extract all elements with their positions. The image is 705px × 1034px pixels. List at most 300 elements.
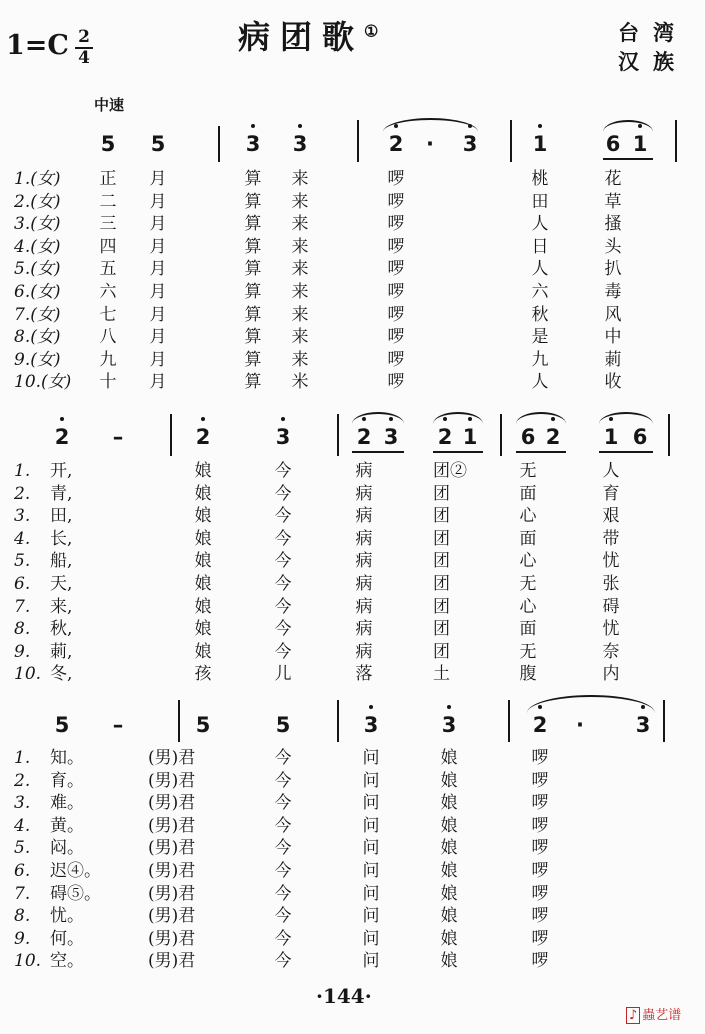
- lyric-char: 问: [362, 860, 380, 881]
- lyric-char: 娘: [194, 619, 212, 640]
- high-dot: [201, 417, 205, 421]
- lyric-char: 啰: [387, 372, 405, 393]
- note: 2: [545, 425, 561, 449]
- title-note: ①: [364, 21, 389, 41]
- barline: [337, 700, 339, 742]
- note: 3: [441, 713, 457, 737]
- lyric-char: 啰: [531, 951, 549, 972]
- lyric-char: 今: [274, 793, 292, 814]
- lyric-char: 六: [99, 281, 117, 302]
- lyric-char: 月: [149, 259, 167, 280]
- lyric-char: 病: [355, 551, 373, 572]
- lyric-char: 算: [244, 281, 262, 302]
- barline: [170, 414, 172, 456]
- note: ·: [576, 713, 584, 737]
- lyric-char: 心: [519, 551, 537, 572]
- lyric-char: 啰: [387, 236, 405, 257]
- lyric-char: 娘: [194, 528, 212, 549]
- verse-label: 7.: [14, 596, 31, 617]
- verse-label: 8.(女): [14, 327, 61, 348]
- lyric-char: 人: [602, 461, 620, 481]
- lyric-char: 碍: [602, 596, 620, 617]
- lyric-char: 娘: [440, 770, 458, 791]
- lyric-char: 今: [274, 506, 292, 527]
- lyric-char: 啰: [531, 838, 549, 859]
- lyric-column: [516, 460, 540, 686]
- lyric-char: 啰: [387, 281, 405, 302]
- verse-label: 1.(女): [14, 169, 61, 189]
- lyric-char: 面: [519, 619, 537, 640]
- lyric-char: 无: [519, 641, 537, 662]
- lyric-char: 开,: [50, 461, 73, 481]
- note: 3: [275, 425, 291, 449]
- site-watermark: [626, 1004, 681, 1023]
- lyric-char: 落: [355, 664, 373, 685]
- barline: [337, 414, 339, 456]
- lyric-char: 问: [362, 883, 380, 904]
- lyric-char: 土: [433, 664, 450, 685]
- tempo-marking: 中速: [94, 96, 125, 114]
- lyric-char: 今: [274, 928, 292, 949]
- note: 5: [100, 132, 116, 156]
- note: 5: [275, 713, 291, 737]
- verse-label: 5.(女): [14, 259, 61, 280]
- lyric-column: [241, 168, 265, 394]
- barline: [668, 414, 670, 456]
- verse-label: 2.: [14, 483, 31, 504]
- lyric-column: [50, 460, 84, 686]
- lyric-column: [288, 168, 312, 394]
- lyric-char: 算: [244, 372, 262, 393]
- verse-labels-3: [14, 747, 41, 973]
- lyric-char: 来: [291, 304, 309, 325]
- lyric-char: 今: [274, 619, 292, 640]
- note: 2: [54, 425, 70, 449]
- lyric-char: 张: [602, 573, 620, 594]
- lyric-char: (男)君: [148, 883, 196, 904]
- note: 1: [462, 425, 478, 449]
- lyric-char: 娘: [194, 596, 212, 617]
- lyric-char: 团: [433, 483, 450, 504]
- lyric-char: 育: [602, 483, 620, 504]
- lyric-char: 今: [274, 461, 292, 481]
- beam-underline: [599, 451, 653, 453]
- lyric-char: 娘: [440, 951, 458, 972]
- verse-label: 5.: [14, 838, 31, 859]
- lyric-char: 病: [355, 641, 373, 662]
- lyric-char: 忧: [602, 551, 620, 572]
- lyric-char: 田,: [50, 506, 73, 527]
- lyric-char: 来: [291, 236, 309, 257]
- lyric-char: 啰: [531, 815, 549, 836]
- lyric-char: (男)君: [148, 815, 196, 836]
- barline: [178, 700, 180, 742]
- note: 1: [603, 425, 619, 449]
- verse-label: 3.: [14, 793, 31, 814]
- note: 5: [195, 713, 211, 737]
- lyric-column: [437, 747, 461, 973]
- lyric-char: 今: [274, 906, 292, 927]
- lyric-char: 四: [99, 236, 117, 257]
- lyric-char: 问: [362, 951, 380, 972]
- lyric-char: 娘: [194, 506, 212, 527]
- lyric-char: 问: [362, 793, 380, 814]
- lyric-char: 冬,: [50, 664, 73, 685]
- lyric-char: 啰: [387, 327, 405, 348]
- note: 2: [388, 132, 404, 156]
- lyric-char: 碍⑤。: [50, 883, 101, 904]
- lyric-char: 啰: [531, 928, 549, 949]
- lyric-char: 团: [433, 551, 450, 572]
- lyric-char: 啰: [531, 748, 549, 768]
- lyric-char: 无: [519, 461, 537, 481]
- barline: [500, 414, 502, 456]
- barline: [675, 120, 677, 162]
- lyric-char: 来: [291, 349, 309, 370]
- lyric-char: 啰: [387, 259, 405, 280]
- lyric-char: 心: [519, 596, 537, 617]
- lyric-char: 月: [149, 372, 167, 393]
- note: 3: [245, 132, 261, 156]
- slur-arc: [603, 120, 653, 132]
- lyric-char: 孩: [194, 664, 212, 685]
- lyric-char: 花: [604, 169, 622, 189]
- lyric-char: 团②: [433, 461, 467, 481]
- lyric-char: 腹: [519, 664, 537, 685]
- lyric-column: [528, 747, 552, 973]
- lyric-char: 啰: [531, 770, 549, 791]
- lyric-char: 娘: [440, 748, 458, 768]
- verse-label: 9.: [14, 641, 31, 662]
- lyric-char: (男)君: [148, 860, 196, 881]
- lyric-char: 病: [355, 619, 373, 640]
- lyric-char: 病: [355, 483, 373, 504]
- verse-label: 6.: [14, 573, 31, 594]
- lyric-column: [599, 460, 623, 686]
- note: 5: [54, 713, 70, 737]
- lyric-char: 啰: [531, 906, 549, 927]
- lyric-char: 团: [433, 641, 450, 662]
- lyric-char: 月: [149, 327, 167, 348]
- tie-arc: [383, 118, 478, 132]
- lyric-char: 娘: [440, 883, 458, 904]
- verse-label: 4.: [14, 528, 31, 549]
- lyric-char: 月: [149, 169, 167, 189]
- lyric-char: 莿,: [50, 641, 73, 662]
- lyric-char: 团: [433, 506, 450, 527]
- verse-label: 1.: [14, 748, 31, 768]
- lyric-char: 黄。: [50, 815, 84, 836]
- lyric-char: 算: [244, 169, 262, 189]
- lyric-char: 来,: [50, 596, 73, 617]
- barline: [357, 120, 359, 162]
- lyric-char: 月: [149, 281, 167, 302]
- beam-underline: [433, 451, 483, 453]
- lyric-char: 问: [362, 770, 380, 791]
- note: 3: [462, 132, 478, 156]
- watermark-icon: ♪: [626, 1007, 640, 1024]
- lyric-char: 问: [362, 815, 380, 836]
- lyric-char: 娘: [440, 928, 458, 949]
- note: 2: [532, 713, 548, 737]
- lyric-char: 来: [291, 281, 309, 302]
- lyric-column: [148, 747, 218, 973]
- barline: [510, 120, 512, 162]
- lyric-char: 啰: [387, 214, 405, 235]
- note: 6: [605, 132, 621, 156]
- high-dot: [251, 124, 255, 128]
- lyric-char: 九: [99, 349, 117, 370]
- verse-label: 9.(女): [14, 349, 61, 370]
- lyric-char: 田: [531, 191, 549, 212]
- lyric-char: 人: [531, 259, 549, 280]
- song-title: [238, 12, 388, 58]
- lyric-char: 娘: [440, 906, 458, 927]
- lyric-char: (男)君: [148, 951, 196, 972]
- lyric-char: 七: [99, 304, 117, 325]
- lyric-char: 今: [274, 551, 292, 572]
- lyric-char: 娘: [194, 641, 212, 662]
- verse-label: 8.: [14, 619, 31, 640]
- note: 2: [195, 425, 211, 449]
- high-dot: [447, 705, 451, 709]
- lyric-char: 长,: [50, 528, 73, 549]
- lyric-char: 月: [149, 236, 167, 257]
- barline: [218, 126, 220, 162]
- time-signature: [73, 28, 95, 68]
- lyric-char: 娘: [440, 838, 458, 859]
- lyric-char: 秋,: [50, 619, 73, 640]
- verse-label: 7.(女): [14, 304, 61, 325]
- lyric-char: 二: [99, 191, 117, 212]
- lyric-char: 算: [244, 327, 262, 348]
- lyric-char: 病: [355, 461, 373, 481]
- beam-underline: [352, 451, 404, 453]
- verse-label: 8.: [14, 906, 31, 927]
- verse-label: 1.: [14, 461, 31, 481]
- lyric-char: 人: [531, 214, 549, 235]
- note: 2: [356, 425, 372, 449]
- time-top: 2: [78, 27, 90, 47]
- verse-label: 3.(女): [14, 214, 61, 235]
- lyric-char: 团: [433, 528, 450, 549]
- lyric-char: 八: [99, 327, 117, 348]
- lyric-char: 娘: [440, 860, 458, 881]
- beam-underline: [603, 158, 653, 160]
- lyric-char: 今: [274, 860, 292, 881]
- lyric-char: 内: [602, 664, 620, 685]
- note: 6: [520, 425, 536, 449]
- lyric-char: 中: [604, 327, 622, 348]
- lyric-char: 今: [274, 596, 292, 617]
- lyric-char: 啰: [387, 191, 405, 212]
- lyric-char: 难。: [50, 793, 84, 814]
- lyric-char: 团: [433, 619, 450, 640]
- note: 1: [532, 132, 548, 156]
- lyric-char: 团: [433, 573, 450, 594]
- lyric-char: 今: [274, 573, 292, 594]
- lyric-char: 啰: [387, 349, 405, 370]
- lyric-char: 空。: [50, 951, 84, 972]
- origin-line1: 台湾: [618, 20, 688, 45]
- lyric-char: 来: [291, 191, 309, 212]
- lyric-char: 病: [355, 573, 373, 594]
- lyric-char: 青,: [50, 483, 73, 504]
- lyric-char: 秋: [531, 304, 549, 325]
- note: 6: [632, 425, 648, 449]
- lyric-char: 草: [604, 191, 622, 212]
- note: 3: [383, 425, 399, 449]
- verse-label: 10.: [14, 951, 42, 972]
- note: 1: [632, 132, 648, 156]
- lyric-char: 今: [274, 748, 292, 768]
- verse-labels-1: [14, 168, 71, 394]
- note: ·: [426, 132, 434, 156]
- lyric-char: 娘: [194, 461, 212, 481]
- lyric-char: 今: [274, 641, 292, 662]
- lyric-column: [601, 168, 625, 394]
- note: –: [112, 713, 124, 737]
- lyric-char: 问: [362, 748, 380, 768]
- lyric-column: [359, 747, 383, 973]
- lyric-char: 来: [291, 327, 309, 348]
- note: –: [112, 425, 124, 449]
- lyric-char: 忧。: [50, 906, 84, 927]
- lyric-char: 头: [604, 236, 622, 257]
- high-dot: [60, 417, 64, 421]
- lyric-char: 艰: [602, 506, 620, 527]
- lyric-char: 来: [291, 214, 309, 235]
- lyric-char: (男)君: [148, 748, 196, 768]
- verse-label: 6.(女): [14, 281, 61, 302]
- lyric-char: 病: [355, 596, 373, 617]
- lyric-char: 九: [531, 349, 549, 370]
- lyric-char: 迟④。: [50, 860, 101, 881]
- lyric-char: 来: [291, 259, 309, 280]
- verse-label: 9.: [14, 928, 31, 949]
- lyric-char: 今: [274, 951, 292, 972]
- lyric-char: 今: [274, 483, 292, 504]
- lyric-char: 米: [291, 372, 309, 393]
- lyric-char: 啰: [387, 169, 405, 189]
- high-dot: [281, 417, 285, 421]
- verse-label: 10.: [14, 664, 42, 685]
- lyric-char: 团: [433, 596, 450, 617]
- lyric-column: [271, 747, 295, 973]
- lyric-char: 今: [274, 883, 292, 904]
- lyric-char: 问: [362, 906, 380, 927]
- note: 2: [437, 425, 453, 449]
- tie-arc: [527, 695, 655, 713]
- high-dot: [298, 124, 302, 128]
- lyric-char: 问: [362, 838, 380, 859]
- lyric-column: [96, 168, 120, 394]
- lyric-char: 月: [149, 191, 167, 212]
- lyric-char: 算: [244, 191, 262, 212]
- lyric-char: 月: [149, 349, 167, 370]
- lyric-char: 啰: [531, 860, 549, 881]
- lyric-char: 心: [519, 506, 537, 527]
- lyric-char: 忧: [602, 619, 620, 640]
- lyric-char: 莿: [604, 349, 622, 370]
- note: 3: [292, 132, 308, 156]
- verse-label: 10.(女): [14, 372, 72, 393]
- lyric-char: (男)君: [148, 793, 196, 814]
- lyric-char: 桃: [531, 169, 549, 189]
- lyric-char: 面: [519, 483, 537, 504]
- lyric-char: 今: [274, 528, 292, 549]
- lyric-char: 月: [149, 304, 167, 325]
- lyric-column: [528, 168, 552, 394]
- high-dot: [538, 124, 542, 128]
- lyric-column: [384, 168, 408, 394]
- lyric-char: 儿: [274, 664, 292, 685]
- lyric-char: 带: [602, 528, 620, 549]
- verse-label: 7.: [14, 883, 31, 904]
- verse-label: 4.: [14, 815, 31, 836]
- lyric-char: (男)君: [148, 906, 196, 927]
- lyric-char: 算: [244, 349, 262, 370]
- lyric-char: 扒: [604, 259, 622, 280]
- verse-label: 2.(女): [14, 191, 61, 212]
- lyric-char: 天,: [50, 573, 73, 594]
- verse-label: 3.: [14, 506, 31, 527]
- lyric-char: (男)君: [148, 928, 196, 949]
- lyric-char: 娘: [440, 793, 458, 814]
- lyric-char: 何。: [50, 928, 84, 949]
- lyric-char: 三: [99, 214, 117, 235]
- lyric-char: 收: [604, 372, 622, 393]
- lyric-char: 娘: [194, 551, 212, 572]
- lyric-char: 是: [531, 327, 549, 348]
- lyric-char: (男)君: [148, 838, 196, 859]
- verse-label: 5.: [14, 551, 31, 572]
- lyric-char: 毒: [604, 281, 622, 302]
- lyric-char: 算: [244, 259, 262, 280]
- key-signature: 1=C: [6, 30, 69, 61]
- note: 5: [150, 132, 166, 156]
- lyric-char: 今: [274, 838, 292, 859]
- lyric-column: [50, 747, 110, 973]
- lyric-char: (男)君: [148, 770, 196, 791]
- lyric-char: 算: [244, 236, 262, 257]
- lyric-char: 奈: [602, 641, 620, 662]
- slur-arc: [352, 412, 404, 424]
- lyric-char: 啰: [387, 304, 405, 325]
- lyric-char: 病: [355, 506, 373, 527]
- lyric-char: 人: [531, 372, 549, 393]
- lyric-char: 闷。: [50, 838, 84, 859]
- time-bottom: 4: [78, 48, 90, 68]
- barline: [663, 700, 665, 742]
- slur-arc: [516, 412, 566, 424]
- lyric-char: 娘: [440, 815, 458, 836]
- lyric-char: 娘: [194, 573, 212, 594]
- slur-arc: [433, 412, 483, 424]
- lyric-column: [191, 460, 215, 686]
- lyric-char: 五: [99, 259, 117, 280]
- high-dot: [369, 705, 373, 709]
- slur-arc: [599, 412, 653, 424]
- origin-line2: 汉族: [618, 49, 688, 74]
- lyric-char: 月: [149, 214, 167, 235]
- lyric-char: 来: [291, 169, 309, 189]
- verse-labels-2: [14, 460, 41, 686]
- lyric-char: 无: [519, 573, 537, 594]
- lyric-char: 算: [244, 304, 262, 325]
- barline: [508, 700, 510, 742]
- lyric-char: 风: [604, 304, 622, 325]
